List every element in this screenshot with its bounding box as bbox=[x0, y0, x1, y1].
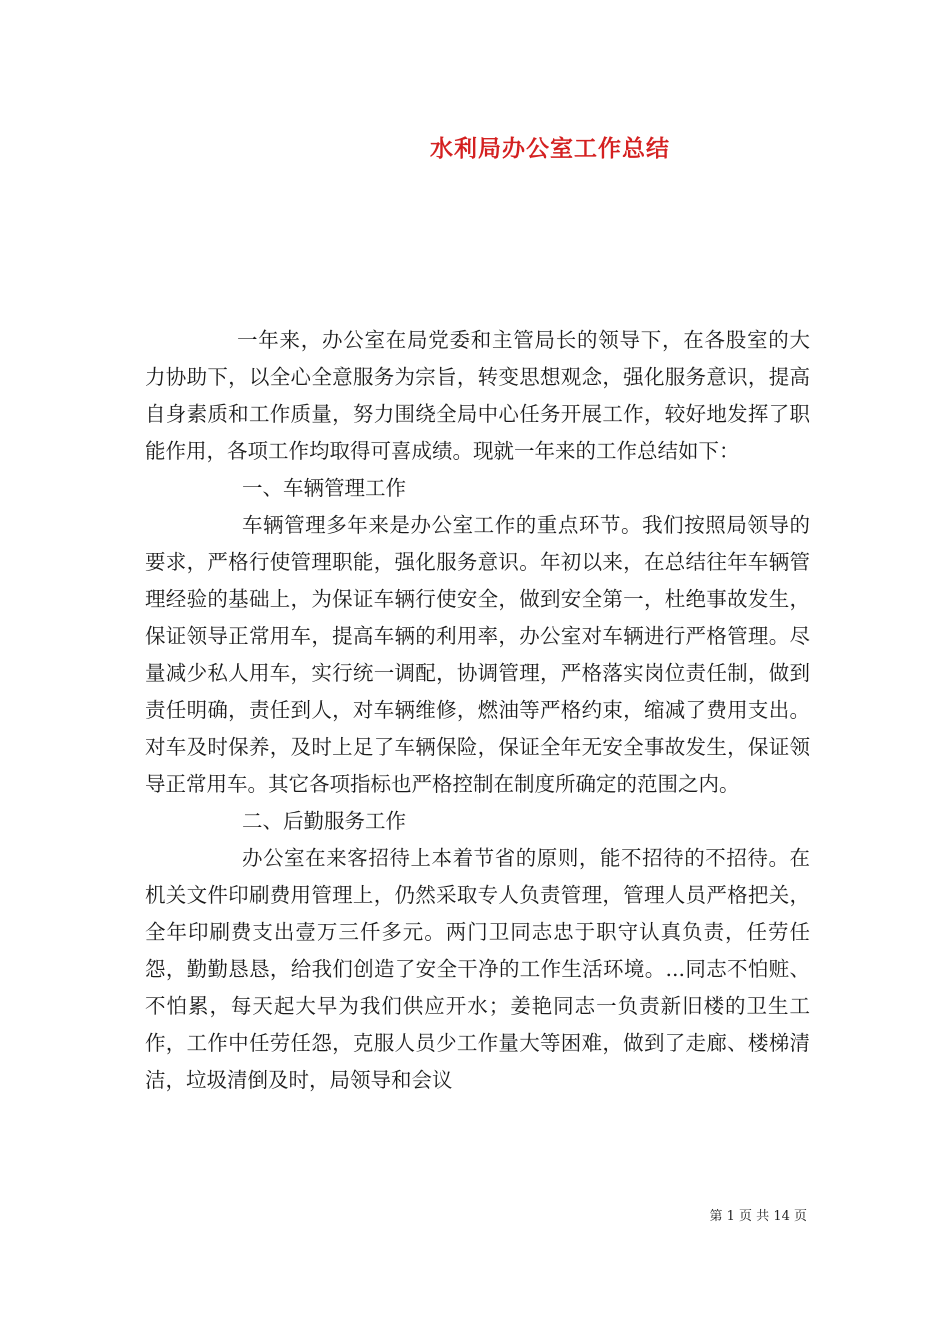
section-heading-vehicle: 一、车辆管理工作 bbox=[242, 476, 406, 500]
document-title: 水利局办公室工作总结 bbox=[430, 135, 670, 162]
document-body bbox=[145, 322, 810, 1099]
intro-paragraph: 一年来，办公室在局党委和主管局长的领导下，在各股室的大力协助下，以全心全意服务为宗旨，转变思想观念，强化服务意识，提高自身素质和工作质量，努力围绕全局中心任务开展工作，较好地发挥了职能作用，各项工作均取得可喜成绩。现就一年来的工作总结如下： bbox=[145, 328, 810, 463]
logistics-paragraph: 办公室在来客招待上本着节省的原则，能不招待的不招待。在机关文件印刷费用管理上，仍然采取专人负责管理，管理人员严格把关，全年印刷费支出壹万三仟多元。两门卫同志忠于职守认真负责，任劳任怨，勤勤恳恳，给我们创造了安全干净的工作生活环境。...同志不怕赃、不怕累，每天起大早为我们供应开水；姜艳同志一负责新旧楼的卫生工作，工作中任劳任怨，克服人员少工作量大等困难，做到了走廊、楼梯清洁，垃圾清倒及时，局领导和会议 bbox=[145, 846, 810, 1092]
vehicle-paragraph: 车辆管理多年来是办公室工作的重点环节。我们按照局领导的要求，严格行使管理职能，强化服务意识。年初以来，在总结往年车辆管理经验的基础上，为保证车辆行使安全，做到安全第一，杜绝事故发生，保证领导正常用车，提高车辆的利用率，办公室对车辆进行严格管理。尽量减少私人用车，实行统一调配，协调管理，严格落实岗位责任制，做到责任明确，责任到人，对车辆维修，燃油等严格约束，缩减了费用支出。对车及时保养，及时上足了车辆保险，保证全年无安全事故发生，保证领导正常用车。其它各项指标也严格控制在制度所确定的范围之内。 bbox=[145, 513, 810, 796]
page-number: 第 1 页 共 14 页 bbox=[709, 1209, 807, 1224]
section-heading-logistics: 二、后勤服务工作 bbox=[242, 809, 406, 833]
